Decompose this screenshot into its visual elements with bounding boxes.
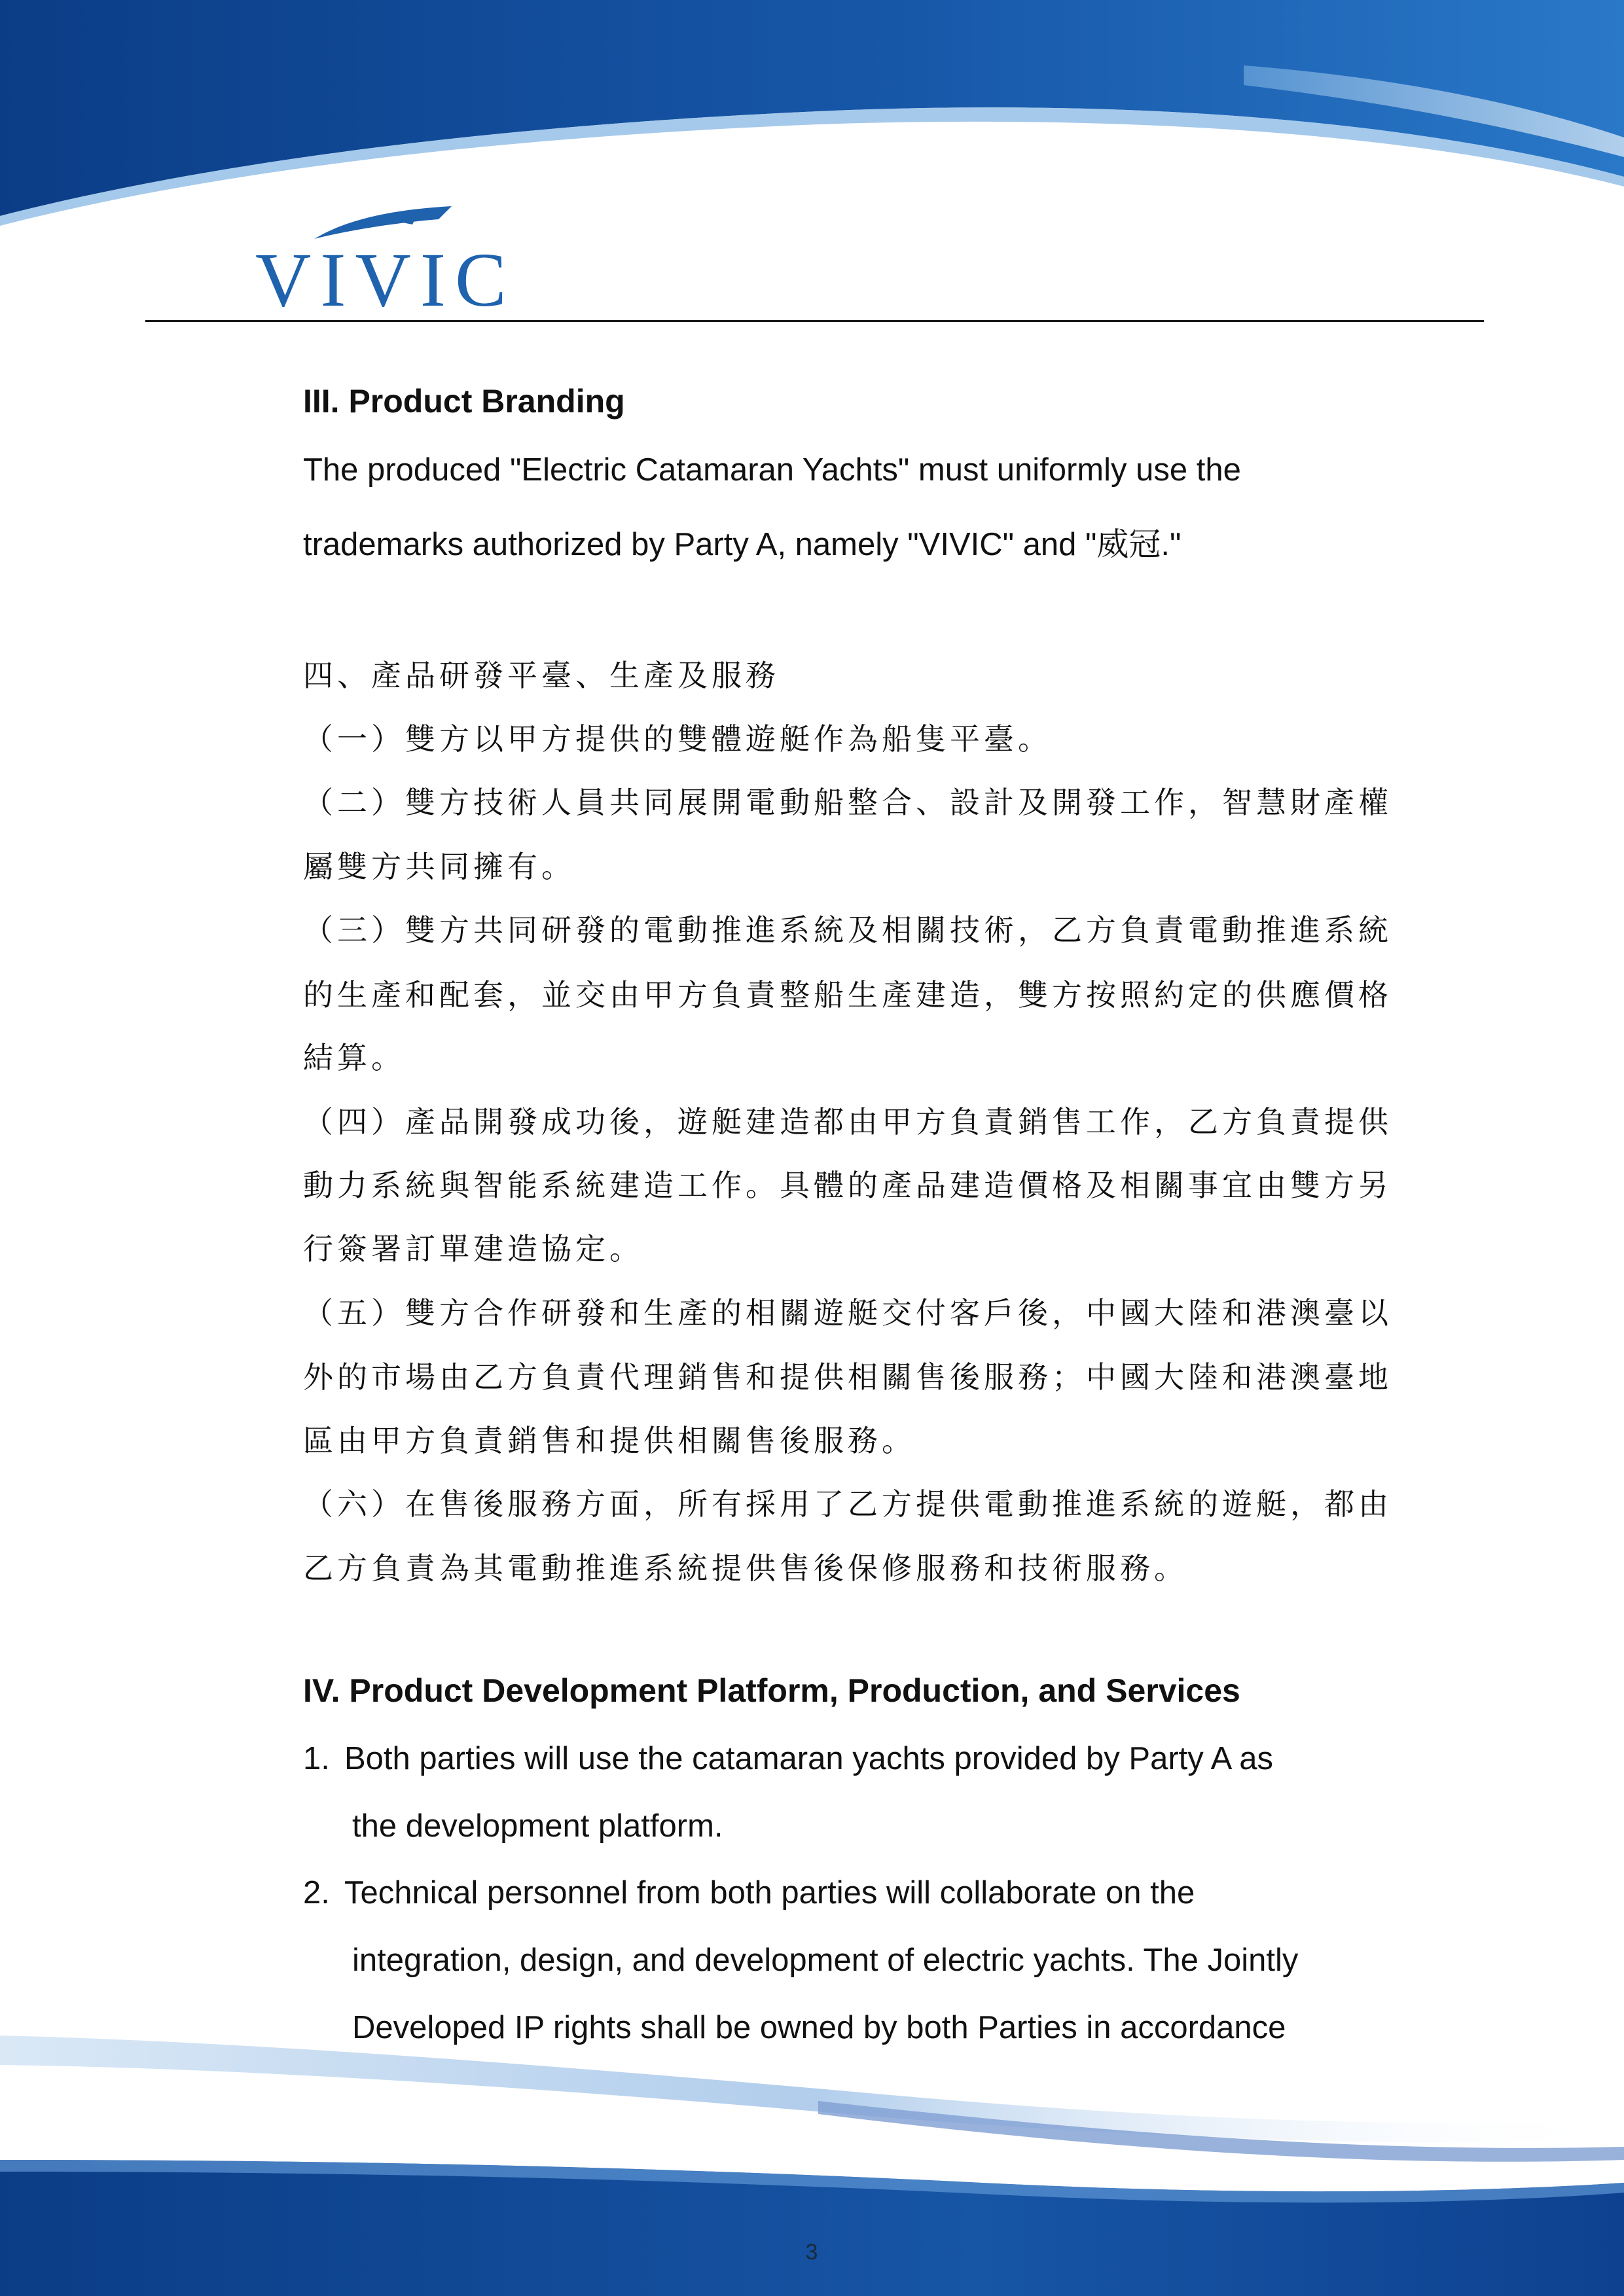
list-item-text-line-2: the development platform. bbox=[352, 1808, 723, 1844]
section-4-zh-heading: 四、產品研發平臺、生產及服務 bbox=[303, 658, 780, 693]
page-number: 3 bbox=[805, 2240, 818, 2265]
section-4-zh-line-14: 乙方負責為其電動推進系統提供售後保修服務和技術服務。 bbox=[303, 1551, 1188, 1586]
section-4-zh-line-5: 的生產和配套，並交由甲方負責整船生產建造，雙方按照約定的供應價格 bbox=[303, 977, 1392, 1013]
section-4-zh-line-8: 動力系統與智能系統建造工作。具體的產品建造價格及相關事宜由雙方另 bbox=[303, 1168, 1392, 1203]
list-item-number: 2. bbox=[303, 1875, 330, 1910]
section-3-heading: III. Product Branding bbox=[303, 383, 625, 420]
section-4-zh-line-12: 區由甲方負責銷售和提供相關售後服務。 bbox=[303, 1423, 916, 1458]
header-divider bbox=[145, 320, 1484, 322]
section-3-line-1: The produced "Electric Catamaran Yachts" must uniformly use the bbox=[303, 452, 1241, 488]
section-4-zh-line-6: 結算。 bbox=[303, 1040, 405, 1075]
section-4-zh-line-4: （三）雙方共同研發的電動推進系統及相關技術，乙方負責電動推進系統 bbox=[303, 912, 1392, 948]
section-4-zh-line-11: 外的市場由乙方負責代理銷售和提供相關售後服務；中國大陸和港澳臺地 bbox=[303, 1359, 1392, 1395]
logo-sail-swoosh-icon bbox=[314, 206, 452, 239]
list-item-text-line-1: Both parties will use the catamaran yachts provided by Party A as bbox=[344, 1741, 1274, 1776]
section-4-en-heading: IV. Product Development Platform, Production, and Services bbox=[303, 1672, 1240, 1709]
list-item-number: 1. bbox=[303, 1741, 330, 1776]
section-4-zh-line-7: （四）產品開發成功後，遊艇建造都由甲方負責銷售工作，乙方負責提供 bbox=[303, 1104, 1392, 1139]
section-4-zh-line-1: （一）雙方以甲方提供的雙體遊艇作為船隻平臺。 bbox=[303, 721, 1052, 757]
section-3-line-2: trademarks authorized by Party A, namely "VIVIC" and "威冠." bbox=[303, 527, 1182, 562]
section-4-zh-line-2: （二）雙方技術人員共同展開電動船整合、設計及開發工作，智慧財產權 bbox=[303, 785, 1392, 820]
section-4-zh-line-3: 屬雙方共同擁有。 bbox=[303, 849, 575, 884]
section-4-zh-line-13: （六）在售後服務方面，所有採用了乙方提供電動推進系統的遊艇，都由 bbox=[303, 1486, 1392, 1522]
section-4-zh-line-9: 行簽署訂單建造協定。 bbox=[303, 1231, 643, 1266]
list-item-text-line-2: integration, design, and development of electric yachts. The Jointly bbox=[352, 1943, 1299, 1978]
svg-text:VIVIC: VIVIC bbox=[255, 237, 516, 311]
list-item-text-line-1: Technical personnel from both parties will collaborate on the bbox=[344, 1875, 1195, 1910]
header-wave-decoration bbox=[0, 0, 1624, 275]
section-4-zh-line-10: （五）雙方合作研發和生產的相關遊艇交付客戶後，中國大陸和港澳臺以 bbox=[303, 1295, 1392, 1331]
vivic-logo bbox=[255, 193, 530, 311]
list-item-text-line-3: Developed IP rights shall be owned by both Parties in accordance bbox=[352, 2010, 1286, 2045]
